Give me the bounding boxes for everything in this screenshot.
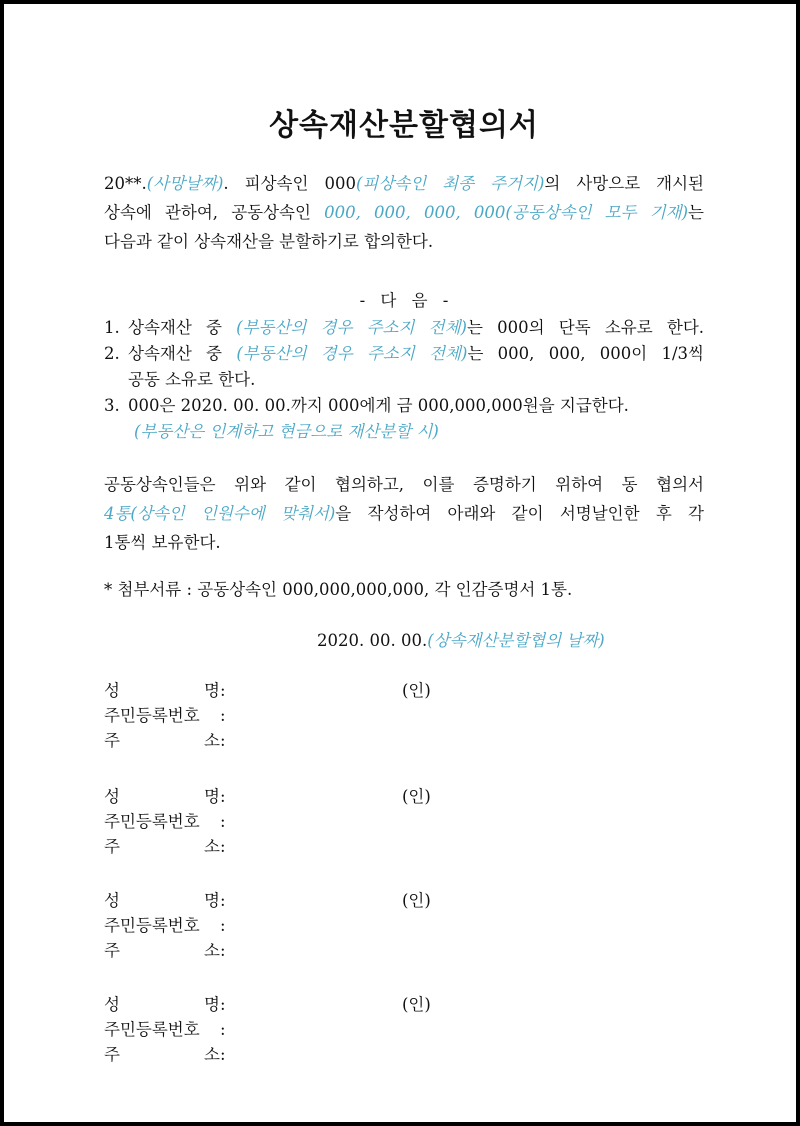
address-label <box>104 728 220 753</box>
hint-decedent-address: (피상속인 최종 주거지) <box>355 174 545 193</box>
colon: : <box>220 812 226 831</box>
label-char: 명 <box>204 891 220 910</box>
separator-heading: - 다 음 - <box>359 291 449 310</box>
label-char: 명 <box>204 681 220 700</box>
hint-death-date: (사망날짜) <box>146 174 224 193</box>
name-label <box>104 678 220 703</box>
label-char: 성 <box>104 787 120 806</box>
colon: : <box>220 1045 226 1064</box>
intro-text-end: 의 사망으로 개시된 <box>544 174 704 193</box>
attachment-note: * 첨부서류 : 공동상속인 000,000,000,000, 각 인감증명서 1통. <box>104 580 573 599</box>
seal-mark: (인) <box>402 891 431 910</box>
agreement-item-1 <box>104 315 704 341</box>
hint-property-address: (부동산의 경우 주소지 전체) <box>236 318 467 337</box>
colon: : <box>220 891 226 910</box>
agreement-items <box>104 315 704 445</box>
label-char: 소 <box>204 1045 220 1064</box>
agreement-item-3 <box>104 393 704 445</box>
label-char: 주 <box>104 1045 120 1064</box>
heirs-text: 상속에 관하여, 공동상속인 <box>104 203 325 222</box>
decedent-text: . 피상속인 000 <box>223 174 356 193</box>
seal-mark: (인) <box>402 681 431 700</box>
address-label <box>104 1042 220 1067</box>
label-char: 주 <box>104 837 120 856</box>
id-number-row <box>104 1017 704 1042</box>
seal-mark: (인) <box>402 787 431 806</box>
label-char: 명 <box>204 787 220 806</box>
name-row <box>104 992 704 1017</box>
colon: : <box>220 787 226 806</box>
item-text: 상속재산 중 <box>128 344 237 363</box>
id-number-label: 주민등록번호 <box>104 706 200 725</box>
colon: : <box>220 731 226 750</box>
address-row <box>104 834 704 859</box>
item-number: 2. <box>104 344 120 363</box>
agreement-date <box>317 626 605 655</box>
colon: : <box>220 681 226 700</box>
item-number: 3. <box>104 396 120 415</box>
signer-block <box>104 888 704 963</box>
hint-copy-count: 4통(상속인 인원수에 맞춰서) <box>104 504 336 523</box>
closing-text: 을 작성하여 아래와 같이 서명날인한 후 각 <box>335 504 704 523</box>
heirs-particle: 는 <box>688 203 704 222</box>
signer-block <box>104 992 704 1067</box>
seal-mark: (인) <box>402 995 431 1014</box>
item-number: 1. <box>104 318 120 337</box>
hint-heirs-list: 000, 000, 000, 000(공동상속인 모두 기재) <box>324 203 689 222</box>
colon: : <box>220 837 226 856</box>
name-label <box>104 992 220 1017</box>
item-3-line: 000은 2020. 00. 00.까지 000에게 금 000,000,000원을 지급한다. <box>128 396 629 415</box>
id-number-label: 주민등록번호 <box>104 812 200 831</box>
name-label <box>104 888 220 913</box>
label-char: 소 <box>204 941 220 960</box>
date-value: 2020. 00. 00. <box>317 631 428 650</box>
intro-line-2 <box>104 198 704 227</box>
colon: : <box>220 706 226 725</box>
address-row <box>104 1042 704 1067</box>
intro-line-1 <box>104 169 704 198</box>
address-row <box>104 938 704 963</box>
label-char: 주 <box>104 731 120 750</box>
id-number-label: 주민등록번호 <box>104 1020 200 1039</box>
item-text: 상속재산 중 <box>128 318 237 337</box>
intro-line-3: 다음과 같이 상속재산을 분할하기로 합의한다. <box>104 232 434 251</box>
item-text: 는 000, 000, 000이 1/3씩 <box>467 344 704 363</box>
signer-block <box>104 678 704 753</box>
item-1-line <box>128 315 704 341</box>
label-char: 성 <box>104 995 120 1014</box>
label-char: 소 <box>204 731 220 750</box>
closing-paragraph <box>104 470 704 557</box>
id-number-label: 주민등록번호 <box>104 916 200 935</box>
label-char: 소 <box>204 837 220 856</box>
address-row <box>104 728 704 753</box>
name-row <box>104 888 704 913</box>
name-row <box>104 784 704 809</box>
id-number-row <box>104 809 704 834</box>
hint-cash-division: (부동산은 인계하고 현금으로 재산분할 시) <box>134 422 439 441</box>
label-char: 성 <box>104 891 120 910</box>
colon: : <box>220 995 226 1014</box>
item-2-line-1 <box>128 341 704 367</box>
id-number-row <box>104 913 704 938</box>
item-text: 는 000의 단독 소유로 한다. <box>466 318 704 337</box>
name-row <box>104 678 704 703</box>
label-char: 주 <box>104 941 120 960</box>
closing-line-2 <box>104 499 704 528</box>
colon: : <box>220 1020 226 1039</box>
colon: : <box>220 941 226 960</box>
id-number-row <box>104 703 704 728</box>
hint-agreement-date: (상속재산분할협의 날짜) <box>427 631 605 650</box>
address-label <box>104 834 220 859</box>
signer-block <box>104 784 704 859</box>
death-year: 20**. <box>104 174 147 193</box>
agreement-item-2 <box>104 341 704 393</box>
intro-paragraph <box>104 169 704 256</box>
address-label <box>104 938 220 963</box>
label-char: 성 <box>104 681 120 700</box>
item-2-line-2: 공동 소유로 한다. <box>128 370 256 389</box>
closing-line-3: 1통씩 보유한다. <box>104 533 221 552</box>
name-label <box>104 784 220 809</box>
document-title: 상속재산분할협의서 <box>269 108 539 143</box>
hint-property-address: (부동산의 경우 주소지 전체) <box>236 344 468 363</box>
closing-line-1: 공동상속인들은 위와 같이 협의하고, 이를 증명하기 위하여 동 협의서 <box>104 475 704 494</box>
colon: : <box>220 916 226 935</box>
label-char: 명 <box>204 995 220 1014</box>
